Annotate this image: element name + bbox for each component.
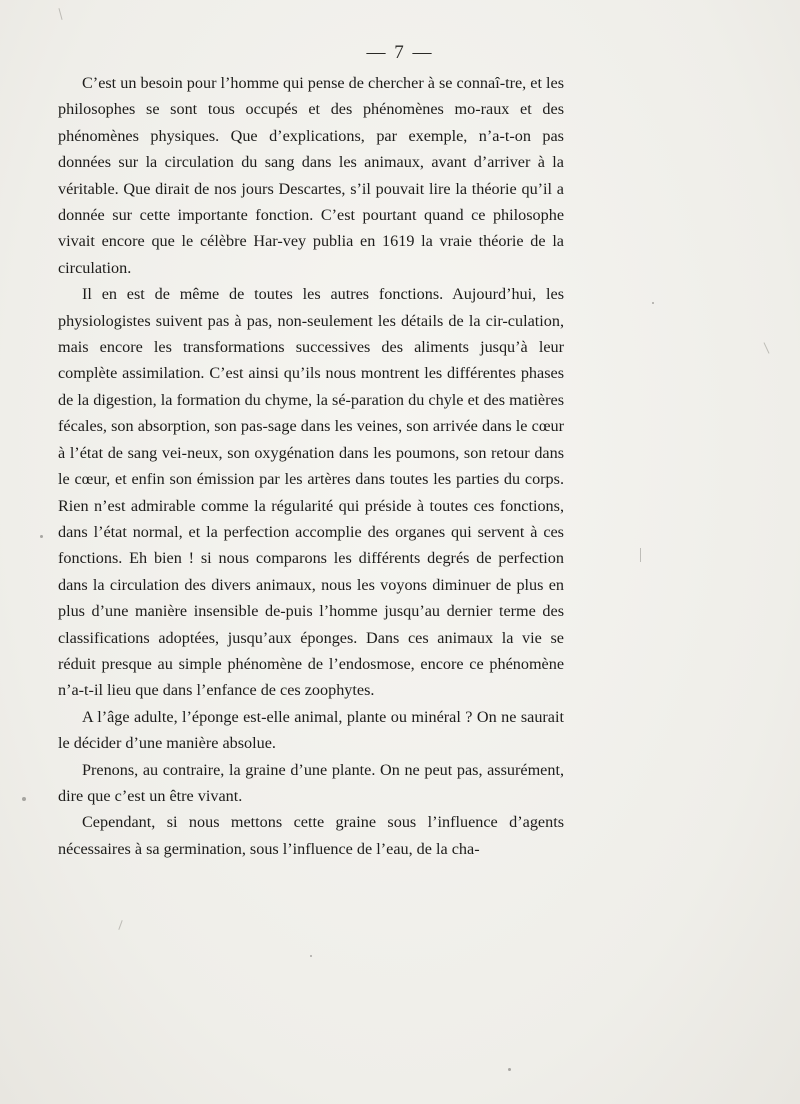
paper-speck: [40, 535, 43, 538]
paragraph-2: Il en est de même de toutes les autres fonctions. Aujourd’hui, les physiologistes suivent pas à pas, non-seulement les détails de la cir-culation, mais encore les transformations successives des aliments jusqu’à leur complète assimilation. C’est ainsi qu’ils nous montrent les différentes phases de la digestion, la formation du chyme, la sé-paration du chyle et des matières fécales, son absorption, son pas-sage dans les veines, son arrivée dans le cœur à l’état de sang vei-neux, son oxygénation dans les poumons, son retour dans le cœur, et enfin son émission par les artères dans toutes les parties du corps. Rien n’est admirable comme la régularité qui préside à toutes ces fonctions, dans l’état normal, et la perfection accomplie des organes qui servent à ces fonctions. Eh bien ! si nous comparons les différents degrés de perfection dans la circulation des divers animaux, nous les voyons diminuer de plus en plus d’une manière insensible de-puis l’homme jusqu’au dernier terme des classifications adoptées, jusqu’aux éponges. Dans ces animaux la vie se réduit presque au simple phénomène de l’endosmose, encore ce phénomène n’a-t-il lieu que dans l’enfance de ces zoophytes.: [58, 285, 564, 700]
paragraph-3: A l’âge adulte, l’éponge est-elle animal, plante ou minéral ? On ne saurait le décider d’une manière absolue.: [58, 707, 564, 753]
paragraph-4: Prenons, au contraire, la graine d’une plante. On ne peut pas, assurément, dire que c’est un être vivant.: [58, 760, 564, 805]
paper-mark: [58, 8, 62, 20]
body-text: [58, 70, 564, 862]
paper-mark: [118, 920, 122, 930]
paragraph-5: Cependant, si nous mettons cette graine sous l’influence d’agents nécessaires à sa germination, sous l’influence de l’eau, de la cha-: [58, 813, 564, 858]
paper-speck: [22, 797, 26, 801]
paper-mark: [764, 342, 770, 353]
paper-speck: [310, 955, 312, 957]
paper-speck: [652, 302, 654, 304]
page-number: — 7 —: [366, 42, 434, 63]
paper-speck: [508, 1068, 511, 1071]
paragraph-1: C’est un besoin pour l’homme qui pense de chercher à se connaî-tre, et les philosophes se sont tous occupés et des phénomènes mo-raux et des phénomènes physiques. Que d’explications, par exemple, n’a-t-on pas données sur la circulation du sang dans les animaux, avant d’arriver à la véritable. Que dirait de nos jours Descartes, s’il pouvait lire la théorie qu’il a donnée sur cette importante fonction. C’est pourtant quand ce philosophe vivait encore que le célèbre Har-vey publia en 1619 la vraie théorie de la circulation.: [58, 74, 564, 277]
paper-mark: [640, 548, 641, 562]
